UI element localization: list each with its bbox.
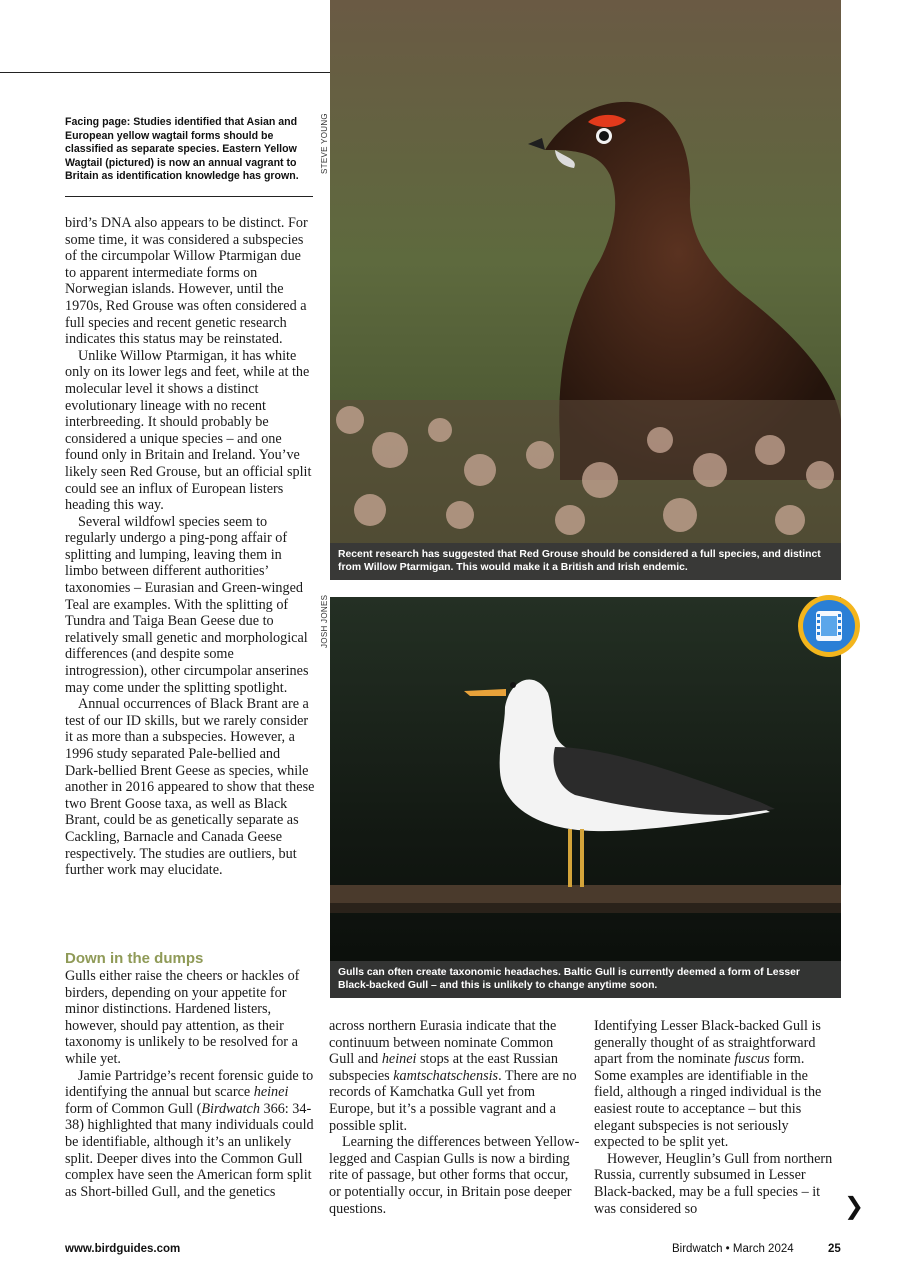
red-grouse-photo — [330, 0, 841, 580]
paragraph: across northern Eurasia indicate that the continuum between nominate Common Gull and heinei stops at the east Russian subspecies kamtschatschensis. There are no records of Kamchatka Gull yet from Europe, but it’s a possible vagrant and a possible split. — [329, 1018, 577, 1134]
paragraph: Annual occurrences of Black Brant are a test of our ID skills, but we rarely consider it as more than a subspecies. However, a 1996 study separated Pale-bellied and Dark-bellied Brent Geese as species, while another in 2016 appeared to show that these two Brent Goose taxa, as well as Black Brant, could be as genetically separate as Cackling, Barnacle and Canada Geese respectively. The studies are outliers, but further work may elucidate. — [65, 696, 315, 879]
facing-page-caption: Facing page: Studies identified that Asian and European yellow wagtail forms should be classified as separate species. Eastern Yellow Wagtail (pictured) is now an annual vagrant to Britain as identification knowledge has grown. — [65, 116, 299, 183]
film-icon[interactable] — [796, 593, 862, 659]
footer-magazine: Birdwatch • March 2024 — [672, 1243, 794, 1255]
red-grouse-caption: Recent research has suggested that Red Grouse should be considered a full species, and distinct from Willow Ptarmigan. This would make it a British and Irish endemic. — [330, 543, 841, 580]
chevron-right-icon[interactable]: ❯ — [844, 1192, 865, 1220]
paragraph: Learning the differences between Yellow-legged and Caspian Gulls is now a birding rite of passage, but other forms that occur, or potentially occur, in Britain pose deeper questions. — [329, 1134, 580, 1217]
top-rule — [0, 72, 330, 73]
photo-credit-top: STEVE YOUNG — [320, 113, 329, 174]
article-column-1-lower — [65, 968, 315, 1200]
page-number: 25 — [828, 1243, 841, 1255]
caption-rule — [65, 196, 313, 197]
photo-credit-bottom: JOSH JONES — [320, 594, 329, 648]
paragraph: Gulls either raise the cheers or hackles of birders, depending on your appetite for minor distinctions. Hardened listers, however, should pay attention, as their taxonomy is unlikely to be resolved for a while yet. — [65, 968, 300, 1067]
paragraph: Jamie Partridge’s recent forensic guide to identifying the annual but scarce heinei form of Common Gull (Birdwatch 366: 34-38) highlighted that many individuals could be identifiable, although it’s an unlikely split. Deeper dives into the Common Gull complex have seen the American form split as Short-billed Gull, and the genetics — [65, 1067, 314, 1200]
paragraph: Unlike Willow Ptarmigan, it has white only on its lower legs and feet, while at the molecular level it shows a distinct evolutionary lineage with no recent interbreeding. It should probably be considered a unique species – and one found only in Britain and Ireland. You’ve likely seen Red Grouse, but an official split could see an influx of European listers heading this way. — [65, 347, 312, 514]
article-column-1 — [65, 215, 315, 879]
paragraph: bird’s DNA also appears to be distinct. For some time, it was considered a subspecies of the circumpolar Willow Ptarmigan due to apparent intermediate forms on Norwegian islands. However, until the 1970s, Red Grouse was often considered a full species and recent genetic research indicates this status may be reinstated. — [65, 215, 308, 348]
section-subhead: Down in the dumps — [65, 950, 204, 967]
baltic-gull-photo — [330, 597, 841, 998]
footer-url[interactable]: www.birdguides.com — [65, 1243, 181, 1255]
paragraph: However, Heuglin’s Gull from northern Russia, currently subsumed in Lesser Black-backed, may be a full species – it was considered so — [594, 1150, 833, 1217]
paragraph: Identifying Lesser Black-backed Gull is generally thought of as straightforward apart from the nominate fuscus form. Some examples are identifiable in the field, although a ringed individual is the easiest route to acceptance – but this elegant subspecies is not seriously expected to be split yet. — [594, 1018, 822, 1151]
article-column-2 — [329, 1018, 581, 1217]
gull-caption: Gulls can often create taxonomic headaches. Baltic Gull is currently deemed a form of Lesser Black-backed Gull – and this is unlikely to change anytime soon. — [330, 961, 841, 998]
paragraph: Several wildfowl species seem to regularly undergo a ping-pong affair of splitting and lumping, leaving them in limbo between different authorities’ taxonomies – Eurasian and Green-winged Teal are examples. With the splitting of Tundra and Taiga Bean Geese due to relatively small genetic and morphological differences (and despite some introgression), other circumpolar anserines may come under the splitting spotlight. — [65, 513, 309, 696]
article-column-3 — [594, 1018, 840, 1217]
